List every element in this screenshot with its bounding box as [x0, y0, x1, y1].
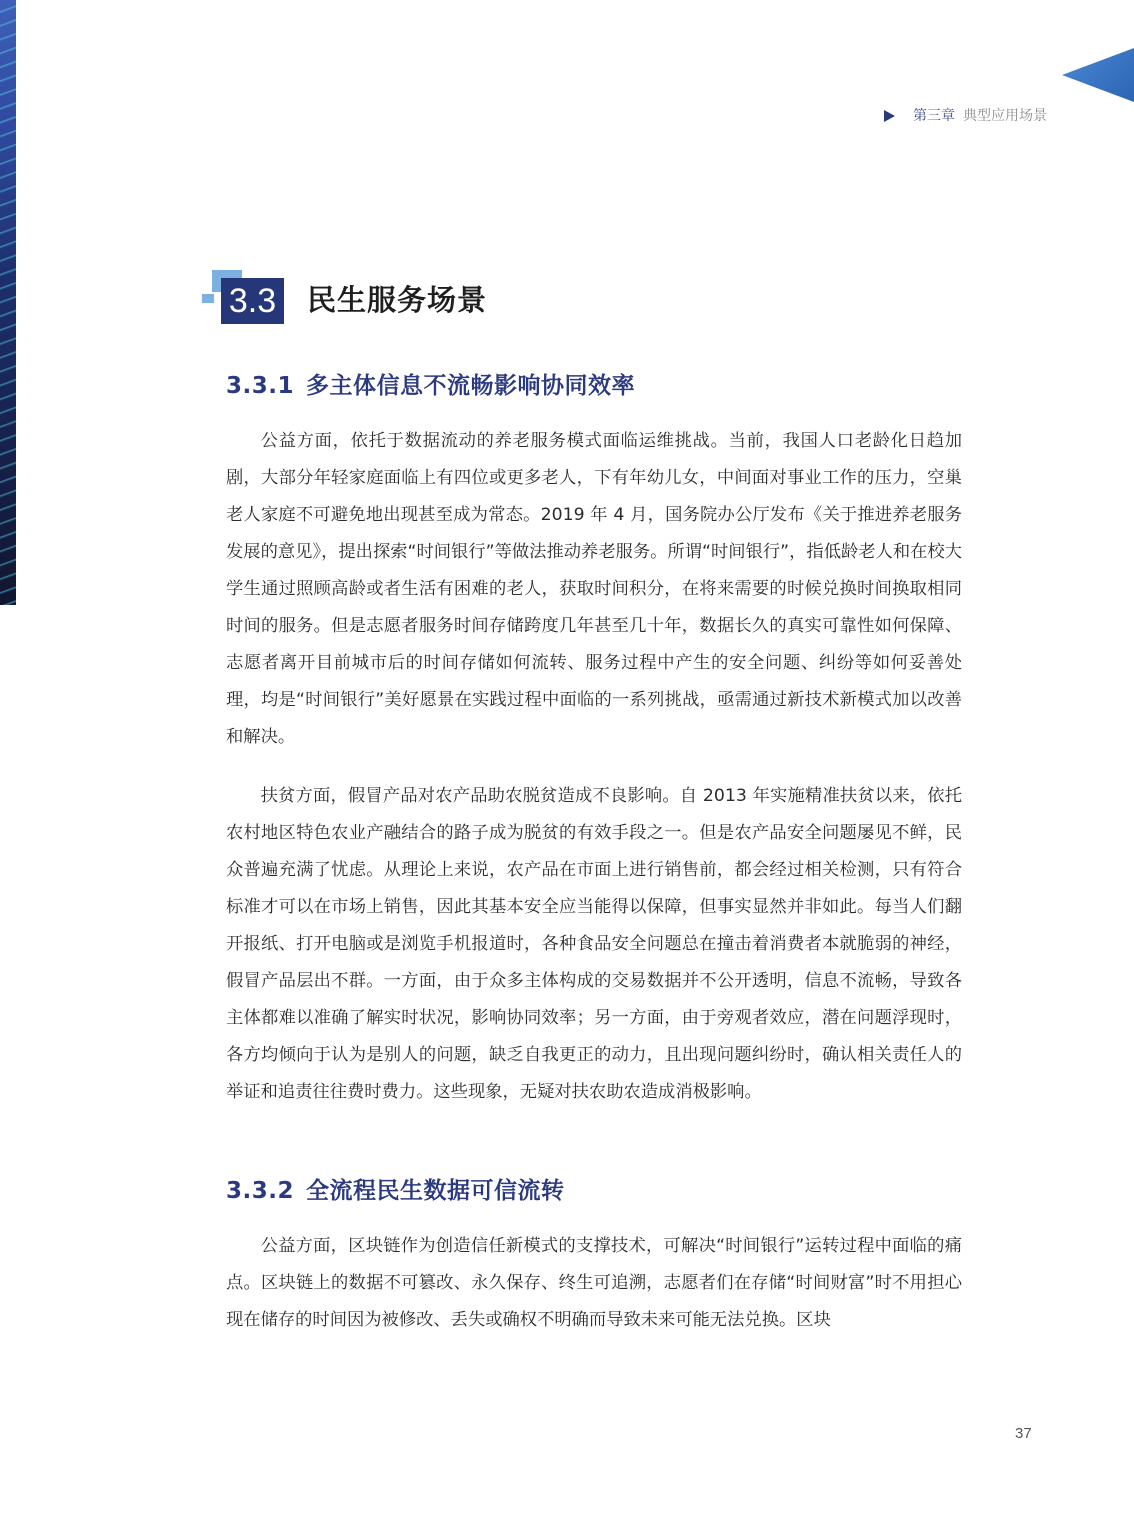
corner-triangle-decoration [1062, 48, 1134, 102]
decorative-square-small [202, 294, 214, 303]
subsection-number: 3.3.2 [226, 1178, 294, 1204]
page-number: 37 [1015, 1425, 1032, 1442]
subsection-heading-3-3-2 [226, 1176, 565, 1206]
subsection-title: 多主体信息不流畅影响协同效率 [306, 373, 635, 399]
decorative-side-image [0, 0, 16, 605]
play-arrow-icon [884, 110, 895, 122]
subsection-heading-3-3-1 [226, 371, 635, 401]
subsection-number: 3.3.1 [226, 373, 294, 399]
section-title: 民生服务场景 [307, 283, 488, 317]
paragraph: 公益方面，区块链作为创造信任新模式的支撑技术，可解决“时间银行”运转过程中面临的痛点。区块链上的数据不可篡改、永久保存、终生可追溯，志愿者们在存储“时间财富”时不用担心现在储存的时间因为被修改、丢失或确权不明确而导致未来可能无法兑换。区块 [226, 1236, 962, 1330]
paragraph: 扶贫方面，假冒产品对农产品助农脱贫造成不良影响。自 2013 年实施精准扶贫以来，依托农村地区特色农业产融结合的路子成为脱贫的有效手段之一。但是农产品安全问题屡见不鲜，民众普遍充满了忧虑。从理论上来说，农产品在市面上进行销售前，都会经过相关检测，只有符合标准才可以在市场上销售，因此其基本安全应当能得以保障，但事实显然并非如此。每当人们翻开报纸、打开电脑或是浏览手机报道时，各种食品安全问题总在撞击着消费者本就脆弱的神经，假冒产品层出不群。一方面，由于众多主体构成的交易数据并不公开透明，信息不流畅，导致各主体都难以准确了解实时状况，影响协同效率；另一方面，由于旁观者效应，潜在问题浮现时，各方均倾向于认为是别人的问题，缺乏自我更正的动力，且出现问题纠纷时，确认相关责任人的举证和追责往往费时费力。这些现象，无疑对扶农助农造成消极影响。 [226, 786, 962, 1102]
paragraph: 公益方面，依托于数据流动的养老服务模式面临运维挑战。当前，我国人口老龄化日趋加剧，大部分年轻家庭面临上有四位或更多老人，下有年幼儿女，中间面对事业工作的压力，空巢老人家庭不可避免地出现甚至成为常态。2019 年 4 月，国务院办公厅发布《关于推进养老服务发展的意见》，提出探索“时间银行”等做法推动养老服务。所谓“时间银行”，指低龄老人和在校大学生通过照顾高龄或者生活有困难的老人，获取时间积分，在将来需要的时候兑换时间换取相同时间的服务。但是志愿者服务时间存储跨度几年甚至几十年，数据长久的真实可靠性如何保障、志愿者离开目前城市后的时间存储如何流转、服务过程中产生的安全问题、纠纷等如何妥善处理，均是“时间银行”美好愿景在实践过程中面临的一系列挑战，亟需通过新技术新模式加以改善和解决。 [226, 431, 962, 747]
section-number: 3.3 [221, 278, 284, 324]
chapter-label: 第三章 [913, 108, 955, 124]
subsection-title: 全流程民生数据可信流转 [306, 1178, 565, 1204]
chapter-title: 典型应用场景 [963, 108, 1047, 124]
section-heading [200, 270, 600, 326]
running-header [884, 106, 1047, 126]
